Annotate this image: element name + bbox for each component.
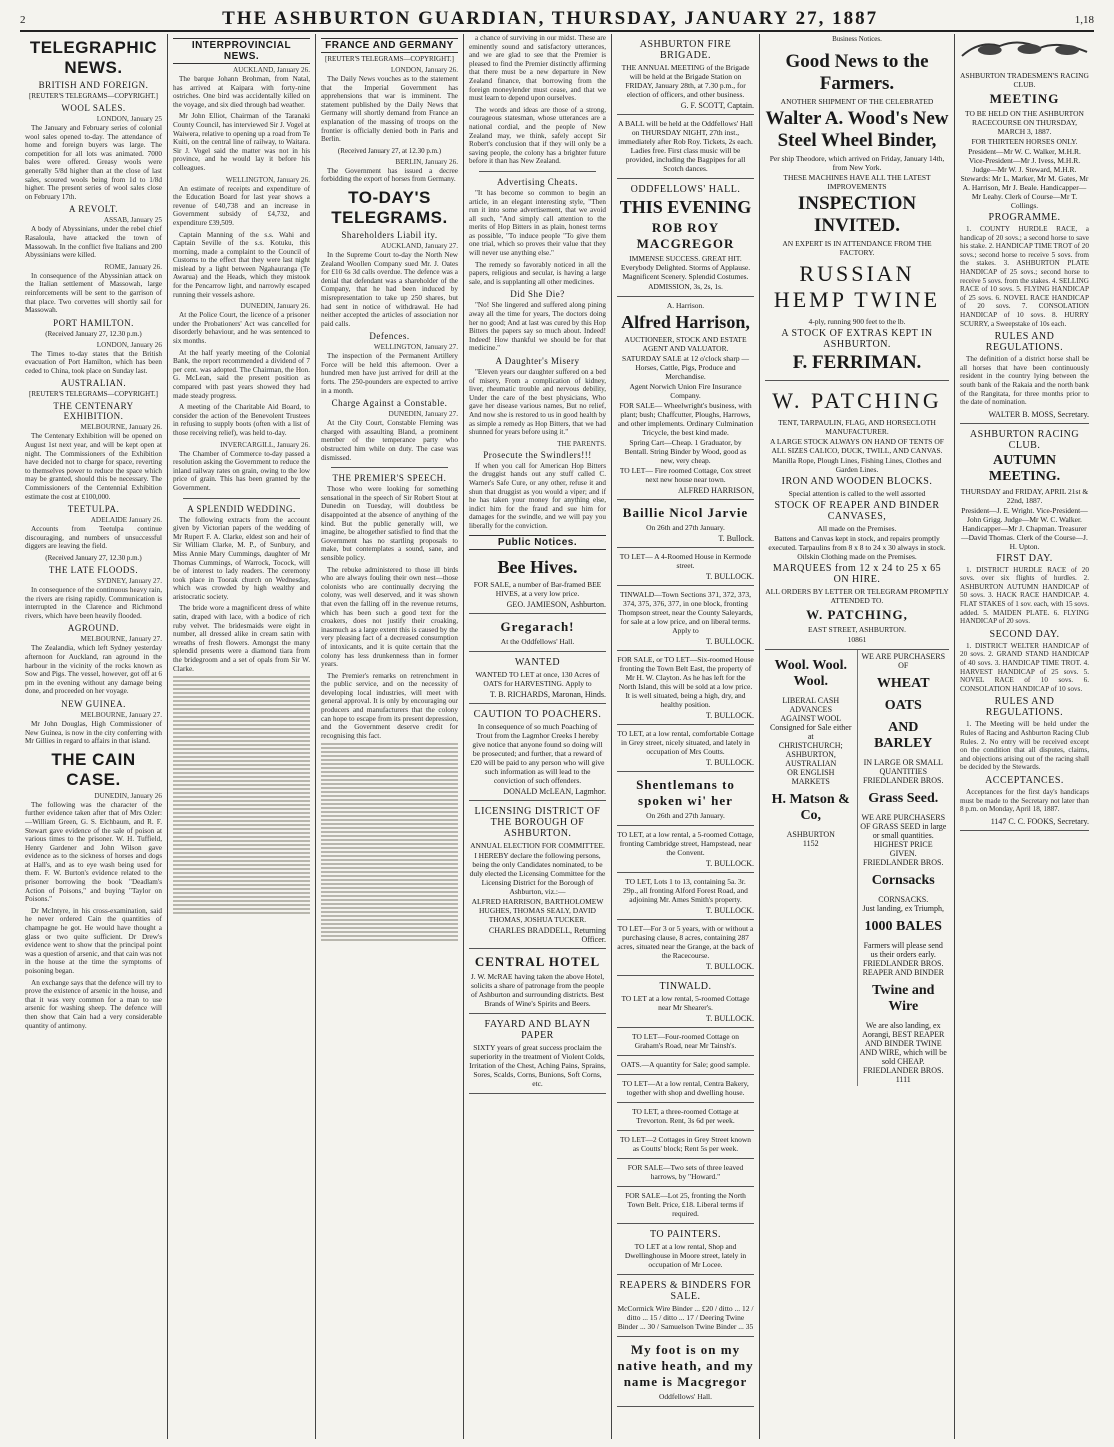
- ad-heading: WHEAT: [876, 676, 930, 691]
- dateline: WELLINGTON, January 26.: [225, 175, 310, 184]
- ad-text: TO BE HELD ON THE ASHBURTON RACECOURSE ON THURSDAY, MARCH 3, 1887.: [965, 109, 1084, 136]
- ad-heading: RULES AND REGULATIONS.: [985, 331, 1064, 354]
- article-heading: Advertising Cheats.: [497, 176, 578, 187]
- article-heading: THE CENTENARY EXHIBITION.: [53, 401, 134, 422]
- ad-heading: W. PATCHING: [772, 388, 942, 413]
- ad-heading: ASHBURTON RACING CLUB.: [969, 428, 1080, 451]
- ad-text: THESE MACHINES HAVE ALL THE LATEST IMPROVEMENTS: [783, 173, 931, 191]
- ad-text: J. W. McRAE having taken the above Hotel, solicits a share of patronage from the people of Ashburton and surrounding districts. Best Brands of Wine's Spirits and Beers.: [470, 971, 605, 1008]
- advertisement: [617, 1187, 754, 1224]
- ad-signature: FRIEDLANDER BROS.: [863, 776, 944, 785]
- ad-text: We are also landing, ex Aorangi, BEST REAPER AND BINDER TWINE AND WIRE, which will be sold CHEAP.: [859, 1021, 947, 1066]
- ad-text: ANOTHER SHIPMENT OF THE CELEBRATED: [780, 97, 934, 106]
- dateline: ROME, January 26.: [104, 262, 162, 271]
- section-heading: TELEGRAPHIC NEWS.: [29, 38, 158, 77]
- ad-text: AN EXPERT IS IN ATTENDANCE FROM THE FACTORY.: [782, 239, 932, 257]
- article-text: "Eleven years our daughter suffered on a bed of misery, From a complication of kidney, liver, rheumatic trouble and nervous debility, Under the care of the best physicians, Who gave her disease various names, But no relief, And now she is restored to us in good health by as simple a remedy as Hop Bitters, that we had shunned for years before using it.": [469, 368, 606, 437]
- ad-text: OATS.—A quantity for Sale; good sample.: [621, 1060, 750, 1069]
- divider: [331, 467, 448, 468]
- ad-number: 1152: [802, 839, 819, 848]
- wool-ad: [765, 650, 858, 1086]
- ad-heading: ODDFELLOWS' HALL.: [630, 184, 741, 195]
- article-text: The rebuke administered to those ill birds who are always fouling their own nest—those colonists who are continually decrying the colony, was well deserved, and it was shown that even the falling off in the revenue returns, which has been such a good text for the croakers, does not justify their croaking, inasmuch as a large extent this is caused by the very pleasing fact of a decreased consumption of intoxicants, and it is quite certain that the colony has less drunkenness than in former years.: [321, 565, 458, 669]
- ad-text: IN LARGE OR SMALL QUANTITIES: [863, 758, 943, 776]
- ad-heading: STOCK OF REAPER AND BINDER CANVASES,: [774, 500, 940, 522]
- section-heading: Public Notices.: [469, 535, 606, 550]
- ad-text: AGAINST WOOL: [780, 714, 842, 723]
- ad-text: TO LET at a low rental, 5-roomed Cottage near Mr Shearer's.: [621, 994, 750, 1012]
- masthead: [20, 4, 1094, 32]
- ad-heading: ASHBURTON TRADESMEN'S RACING CLUB.: [960, 71, 1089, 89]
- column-5: [612, 34, 760, 1439]
- article-text: At the City Court, Constable Fleming was charged with assaulting Bland, a prominent member of the temperance party who obstructed him while on duty. The case was dismissed.: [321, 419, 458, 462]
- ad-text: Acceptances for the first day's handicaps must be made to the Secretary not later than 8 p.m. on Monday, April 18, 1887.: [960, 787, 1089, 814]
- dateline: DUNEDIN, January 26: [94, 791, 162, 800]
- ad-text: FOR SALE, a number of Bar-framed BEE HIVES, at a very low price.: [473, 579, 602, 598]
- dateline: ASSAB, January 25: [103, 216, 162, 225]
- ad-subheading: ANNUAL ELECTION FOR COMMITTEE.: [470, 840, 605, 850]
- advertisement: [617, 179, 754, 297]
- ad-text: Farmers will please send us their orders early.: [863, 941, 943, 959]
- article-text: The Premier's remarks on retrenchment in the public service, and on the necessity of developing local industries, will meet with general approval. It is only by encouraging our producers and manufacturers that the colony can hope to escape from its present depression, and the Government deserve credit for recognising this fact.: [321, 671, 458, 740]
- article-text: Captain Manning of the s.s. Wahi and Captain Seville of the s.s. Kotuku, this morning, made a complaint to the Council of Customs to the effect that they were last night mislead by a light between Ngahauranga (Te Awarua) and the Heads, which they mistook for the Pencarrow light, and narrowly escaped running their vessels ashore.: [173, 230, 310, 299]
- dateline: MELBOURNE, January 27.: [80, 710, 162, 719]
- masthead-title: THE ASHBURTON GUARDIAN, THURSDAY, JANUARY 27, 1887: [222, 8, 879, 29]
- ad-text: 1. The Meeting will be held under the Rules of Racing and Ashburton Racing Club Rules. 2. No entry will be received except on the condition that all disputes, claims, and objections arising out of the racing shall be decided by the Stewards.: [960, 720, 1089, 772]
- ad-text: I HEREBY declare the following persons, being the only Candidates nominated, to be duly elected the Licensing Committee for the Licensing District for the Borough of Ashburton, viz.:—: [469, 850, 606, 896]
- ad-text: President—Mr W. C. Walker, M.H.R. Vice-President—Mr J. Ivess, M.H.R. Judge—Mr W. J. Steward, M.H.R. Stewards: Mr L. Marker, Mr M. Gates, Mr A. Harrison, Mr J. Beale. Handicapper—Mr Leahy. Clerk of Course—Mr T. Collings.: [960, 147, 1089, 210]
- ad-heading: Bee Hives.: [497, 556, 578, 577]
- ad-text: TO LET— Fire roomed Cottage, Cox street next new house near town.: [619, 466, 752, 484]
- grain-ad: [858, 650, 950, 1086]
- ad-text: TO LET, at a low rental, a 5-roomed Cottage, fronting Cambridge street, Hampstead, near the Convent.: [617, 830, 754, 857]
- ad-text: President—J. E. Wright. Vice-President—John Grigg. Judge—Mr W. C. Walker. Handicapper—Mr J. Chapman. Treasurer—David Thomas. Clerk of the Course—J. H. Upton.: [961, 505, 1088, 551]
- article-heading: Defences.: [369, 331, 410, 342]
- ad-heading: Twine and Wire: [872, 983, 935, 1014]
- advertisement: [617, 115, 754, 179]
- advertisement: [617, 1103, 754, 1131]
- article-text: The following extracts from the account given by Victorian papers of the wedding of Mr Rupert F. A. Clarke, eldest son and heir of Sir William Clarke, M. P., of Sunbury, and Miss Annie Mary Cummings, daughter of Mr Thomas Cummings, of Warrock, Tocock, will be of interest to lady readers. The ceremony took place in Toorak church on Wednesday, which was crowded by high wealthy and aristocratic society.: [173, 515, 310, 601]
- ad-text: Per ship Theodore, which arrived on Friday, January 14th, from New York.: [769, 154, 945, 172]
- ad-heading: AUTUMN MEETING.: [988, 452, 1061, 484]
- ad-text: ASHBURTON: [786, 830, 835, 839]
- article-text: In the Supreme Court to-day the North New Zealand Woollen Company sued Mr. J. Oates for £10 6s 3d calls overdue. The defence was a denial that defendant was a shareholder of the Company, that he had been induced by misrepresentation to take up 250 shares, but had sent in notice of withdrawal. He had neither accepted the articles of association nor paid calls.: [321, 250, 458, 328]
- article-text: "It has become so common to begin an article, in an elegant interesting style, "Then run it into some advertisement, that we avoid all such, "And simply call attention to the merits of Hop Bitters in as plain, honest terms as possible, "To induce people "To give them one trial, which so proves their value that they will never use anything else.": [469, 188, 606, 258]
- advertisement: [617, 1159, 754, 1187]
- ad-text: All made on the Premises.: [817, 524, 897, 533]
- advertisement: [617, 500, 754, 548]
- received-note: (Received January 27, 12.30 p.m.): [45, 329, 142, 338]
- column-6: [760, 34, 955, 1439]
- ad-text: ASHBURTON,: [785, 750, 836, 759]
- ad-heading: MARQUEES from 12 x 24 to 25 x 65 ON HIRE.: [772, 563, 942, 585]
- advertisement: [617, 586, 754, 651]
- article-text: At the Police Court, the licence of a prisoner under the Probationers' Act was cancelled for disorderly behaviour, and he was sentenced to six months.: [173, 311, 310, 346]
- illegible-text-lines: [321, 743, 458, 941]
- dateline: DUNEDIN, January 26.: [240, 302, 310, 311]
- ad-heading: ROB ROY MACGREGOR: [636, 220, 735, 251]
- article-text: Those who were looking for something sensational in the speech of Sir Robert Stout at Dunedin on Tuesday, will doubtless be disappointed at the absence of anything of the kind. But the public generally will, we imagine, be altogether satisfied to find that the Government has no startling proposals to make, but contemplates a sound, sane, and sensible policy.: [321, 485, 458, 562]
- article-text: An exchange says that the defence will try to prove the existence of arsenic in the house, and that it was very common for a man to use arsenic for washing sheep. The defence will then show that Cain had a very considerable quantity of antimony.: [25, 978, 162, 1030]
- ad-heading: RULES AND REGULATIONS.: [985, 696, 1064, 719]
- advertisement: [765, 46, 949, 381]
- article-heading: A Daughter's Misery: [495, 356, 580, 366]
- dateline: LONDON, January 26: [96, 340, 162, 349]
- ad-text: Manilla Rope, Plough Lines, Fishing Lines, Clothes and Garden Lines.: [772, 456, 942, 474]
- advertisement: [617, 548, 754, 586]
- column-7: [955, 34, 1094, 1439]
- ad-text: WE ARE PURCHASERS OF: [861, 652, 946, 670]
- source-note: [REUTER'S TELEGRAMS—COPYRIGHT.]: [325, 55, 454, 63]
- ad-text: 1. DISTRICT WELTER HANDICAP of 20 sovs. 2. GRAND STAND HANDICAP of 40 sovs. 3. HANDICAP TIME TROT. 4. HARVEST HANDICAP of 25 sovs. 5. NOVEL RACE of 10 sovs. 6. CONSOLATION HANDICAP of 10 sovs.: [960, 641, 1089, 693]
- article-heading: PORT HAMILTON.: [53, 317, 134, 328]
- ad-heading: SECOND DAY.: [989, 628, 1060, 640]
- ad-heading: FIRST DAY.: [996, 552, 1053, 564]
- article-text: The words and ideas are those of a strong, courageous statesman, whose utterances are a national cordial, and the people of New Zealand may, we think, safely accept Sir Robert's conclusion that if they will only be a saving people, the colony has a brighter future before it than has New Zealand.: [469, 105, 606, 166]
- advertisement: [469, 801, 606, 949]
- article-heading: A SPLENDID WEDDING.: [187, 503, 296, 514]
- advertisement: [617, 826, 754, 873]
- ad-heading: W. PATCHING,: [806, 607, 908, 622]
- signature: THE PARENTS.: [557, 439, 606, 448]
- dateline: INVERCARGILL, January 26.: [220, 440, 310, 449]
- page-number-right: 1,18: [1074, 14, 1094, 26]
- ad-text: FOR SALE—Lot 25, fronting the North Town Belt. Price, £18. Liberal terms if required.: [625, 1191, 746, 1218]
- ad-text: TENT, TARPAULIN, FLAG, AND HORSECLOTH MANUFACTURER.: [778, 418, 936, 436]
- ad-signature: DONALD McLEAN, Lagmhor.: [503, 786, 606, 796]
- advertisement: [960, 67, 1089, 424]
- ad-text: EAST STREET, ASHBURTON.: [808, 625, 906, 634]
- advertisement: [617, 297, 754, 500]
- ad-text: CORNSACKS.: [878, 895, 929, 904]
- article-text: Dr McIntyre, in his cross-examination, said he never ordered Cain the quantities of champagne he got. He would have thought a glass or two quite sufficient. Dr Drew's evidence went to show that the principal point was a question of arsenic, and that cain was not in the house at the time the symptoms of poisoning began.: [25, 906, 162, 975]
- ad-signature: GEO. JAMIESON, Ashburton.: [506, 599, 606, 609]
- ad-text: FOR SALE— Wheelwright's business, with plant; bush; Chaffcutter, Ploughs, Harrows, and other implements. Ordinary Culmination Tricycle, the best kind made.: [617, 401, 754, 437]
- ad-signature: FRIEDLANDER BROS.: [863, 959, 944, 968]
- ad-text: FOR SALE, or TO LET—Six-roomed House fronting the Town Belt East, the property of Mr H. W. Clayton. As he has left for the North Island, this will be sold at a low price. It is well situated, being a high, dry, and healthy position.: [617, 655, 754, 709]
- ad-heading: Gregarach!: [500, 618, 575, 634]
- ad-text: A. Harrison.: [666, 301, 705, 310]
- advertisement: [617, 1075, 754, 1103]
- article-text: In consequence of the continuous heavy rain, the rivers are rising rapidly. Communication is interrupted in the Clarence and Richmond rivers, which have been heavily flooded.: [25, 586, 162, 620]
- ad-heading: CENTRAL HOTEL: [474, 953, 601, 969]
- ad-heading: PROGRAMME.: [988, 212, 1061, 223]
- ad-text: TO LET—Four-roomed Cottage on Graham's Road, near Mr Tainsh's.: [632, 1032, 739, 1050]
- ad-heading: TO PAINTERS.: [649, 1229, 721, 1240]
- dateline: BERLIN, January 26.: [395, 157, 458, 166]
- ad-heading: FAYARD AND BLAYN PAPER: [484, 1018, 591, 1041]
- article-text: Accounts from Teetulpa continue discouraging, and numbers of unsuccessful diggers are leaving the field.: [25, 525, 162, 551]
- section-heading: THE CAIN CASE.: [51, 749, 136, 789]
- subheading: BRITISH AND FOREIGN.: [38, 80, 149, 90]
- article-heading: WOOL SALES.: [61, 103, 126, 113]
- divider: [479, 171, 596, 172]
- divider: [183, 498, 300, 499]
- advertisement: [617, 1224, 754, 1275]
- article-text: Mr John Douglas, High Commissioner of New Guinea, is now in the city conferring with Mr Gillies in regard to affairs in that island.: [25, 719, 162, 746]
- ad-heading: ACCEPTANCES.: [985, 774, 1064, 786]
- ad-signature: T. B. RICHARDS, Maronan, Hinds.: [489, 689, 606, 699]
- advertisement: [469, 704, 606, 801]
- illegible-text-lines: [173, 676, 310, 914]
- section-heading: Business Notices.: [832, 35, 882, 43]
- ad-heading: Wool. Wool. Wool.: [774, 658, 847, 689]
- received-note: (Received January 27, at 12.30 p.m.): [337, 146, 442, 155]
- ad-signature: CHARLES BRADDELL, Returning Officer.: [488, 925, 606, 944]
- ad-heading: 1000 BALES: [864, 919, 942, 934]
- ad-text: Agent Norwich Union Fire Insurance Company.: [629, 382, 742, 400]
- article-heading: Did She Die?: [510, 289, 565, 300]
- advertisement: [617, 1028, 754, 1056]
- dateline: SYDNEY, January 27.: [97, 577, 162, 585]
- ad-text: At the Oddfellows' Hall.: [500, 636, 575, 646]
- ad-heading: INSPECTION INVITED.: [797, 193, 917, 236]
- ad-text: WANTED TO LET at once, 130 Acres of OATS for HARVESTING. Apply to: [475, 669, 600, 688]
- article-text: A body of Abyssinians, under the rebel chief Rasaloula, have attacked the town of Massowah. In the conflict five Italians and 200 Abyssinians were killed.: [25, 225, 162, 260]
- ad-text: On 26th and 27th January.: [646, 811, 725, 820]
- ad-text: AUSTRALIAN: [785, 759, 837, 768]
- article-text: The Chamber of Commerce to-day passed a resolution asking the Government to reduce the inland railway rates on grain, owing to the low price of grain. This has been granted by the Government.: [173, 449, 310, 492]
- article-text: "No! She lingered and suffered along pining away all the time for years, The doctors doing her no good; And at last was cured by this Hop Bitters the papers say so much about. Indeed! Indeed! How thankful we should be for that medicine.": [469, 301, 606, 353]
- article-heading: Shareholders Liabil ity.: [341, 229, 438, 240]
- ad-signature: T. Bullock.: [718, 534, 754, 543]
- ad-heading: Walter A. Wood's New Steel Wheel Binder,: [765, 108, 949, 151]
- ad-text: FOR THIRTEEN HORSES ONLY.: [971, 137, 1078, 146]
- ad-text: On 26th and 27th January.: [646, 523, 725, 532]
- article-text: The remedy so favorably noticed in all the papers, religious and secular, is having a large sale, and is supplanting all other medicines.: [469, 260, 606, 286]
- ad-signature: FRIEDLANDER BROS.: [863, 1066, 944, 1075]
- dateline: MELBOURNE, January 27.: [80, 635, 162, 644]
- advertisement: [469, 652, 606, 704]
- article-text: At the half yearly meeting of the Colonial Bank, the report recommended a dividend of 7 per cent. was adopted. The Chairman, the Hon. G. McLean, said the present position as compared with past years showed they had made steady progress.: [173, 348, 310, 400]
- racehorse-engraving: [960, 36, 1089, 60]
- ad-text: Special attention is called to the well assorted: [788, 489, 926, 498]
- ad-heading: RUSSIAN HEMP TWINE: [773, 261, 941, 312]
- advertisement: [960, 424, 1089, 831]
- advertisement: [617, 873, 754, 920]
- dateline: AUCKLAND, January 27.: [380, 241, 458, 250]
- article-heading: Charge Against a Constable.: [331, 398, 448, 409]
- column-4: [464, 34, 612, 1439]
- ad-text: The definition of a district horse shall be all horses that have been continuously resident in the country lying between the south bank of the Rakaia and the north bank of the Rangitata, for three months prior to the date of nomination.: [960, 355, 1089, 407]
- ad-heading: Shentlemans to spoken wi' her: [636, 777, 735, 808]
- ad-heading: THIS EVENING: [619, 197, 752, 217]
- received-note: (Received January 27, 12.30 p.m.): [45, 554, 142, 562]
- ad-signature: T. BULLOCK.: [705, 859, 754, 868]
- article-heading: A REVOLT.: [68, 204, 118, 215]
- ad-signature: T. BULLOCK.: [705, 711, 754, 720]
- article-text: An estimate of receipts and expenditure of the Education Board for last year shows a revenue of £40,738 and an increase in Government subsidy of £4,732, and expenditure £39,509.: [173, 184, 310, 227]
- ad-subheading: AUCTIONEER, STOCK AND ESTATE AGENT AND VALUATOR.: [624, 335, 747, 353]
- ad-text: TO LET, a three-roomed Cottage at Trevorton. Rent, 3s 6d per week.: [632, 1107, 739, 1125]
- article-text: The January and February series of colonial wool sales opened to-day. The attendance of home and foreign buyers was large. The competition for all lots was animated. 7000 bales were offered. Greasy wools were generally 5/8d higher than at the close of last sales, scoured wools being from 1d to 1/8d higher. The present series of wool sales close on February 17th.: [25, 124, 162, 201]
- advertisement: [617, 725, 754, 772]
- ad-signature: T. BULLOCK.: [705, 906, 754, 915]
- advertisement: [617, 34, 754, 115]
- ad-text: THURSDAY and FRIDAY, APRIL 21st & 22nd, 1887.: [960, 486, 1089, 505]
- ad-number: 1111: [895, 1075, 911, 1084]
- dateline: ADELAIDE January 26.: [90, 516, 162, 525]
- ad-text: CHRISTCHURCH;: [778, 741, 843, 750]
- ad-text: TO LET—At a low rental, Centra Bakery, together with shop and dwelling house.: [622, 1079, 749, 1097]
- article-text: A meeting of the Charitable Aid Board, to consider the action of the Benevolent Trustees in refusing to supply boots (often with a list of those receiving relief), was held to-day.: [173, 403, 310, 437]
- section-heading: TO-DAY'S TELEGRAMS.: [331, 187, 448, 227]
- ad-heading: CAUTION TO POACHERS.: [473, 708, 602, 720]
- ad-text: ALFRED HARRISON, BARTHOLOMEW HUGHES, THOMAS SEALY, DAVID THOMAS, JOSHUA TUCKER.: [471, 896, 604, 924]
- ad-text: REAPER AND BINDER: [862, 968, 944, 977]
- advertisement: [617, 920, 754, 976]
- ad-signature: 1147 C. C. FOOKS, Secretary.: [990, 816, 1089, 826]
- article-heading: THE PREMIER'S SPEECH.: [332, 473, 447, 484]
- article-text: The Zealandia, which left Sydney yesterday afternoon for Auckland, ran aground in the harbour in the vicinity of the rocks known as Sow and Pigs. The vessel, however, got off at 6 pm in the evening without any damage being done, and proceeded on her voyage.: [25, 644, 162, 696]
- ad-text: Oddfellows' Hall.: [658, 1392, 712, 1401]
- ad-text: TO LET at a low rental, Shop and Dwellinghouse in Moore street, lately in occupation of Mr Locee.: [624, 1242, 747, 1269]
- ad-heading: REAPERS & BINDERS FOR SALE.: [619, 1280, 752, 1302]
- article-heading: Prosecute the Swindlers!!!: [483, 449, 592, 460]
- advertisement: [617, 1337, 754, 1407]
- advertisement: [617, 976, 754, 1028]
- ad-text: LIBERAL CASH ADVANCES: [782, 696, 840, 714]
- ad-text: ADMISSION, 3s, 2s, 1s.: [648, 282, 723, 291]
- dateline: LONDON, January 26.: [390, 66, 458, 74]
- ad-signature: WALTER B. MOSS, Secretary.: [988, 409, 1089, 419]
- article-text: The bride wore a magnificent dress of white satin, draped with lace, with a bodice of rich ruby velvet. The bridesmaids were eight in number, all dressed alike in cream satin with wreaths of fresh flowers. Amongst the many splendid presents were a diamond tiara from the bridegroom and a set of opals from Sir W. Clarke.: [173, 604, 310, 673]
- article-text: The Government has issued a decree forbidding the export of horses from Germany.: [321, 166, 458, 184]
- article-text: The following was the character of the further evidence taken after that of Mrs Ozler:—William Green, G. S. Eichbaum, and R. F. Stewart gave evidence of the sale of poison at various times to the prisoner. W. H. Tuffield, Henry Gardener and John Wilson gave evidence as to the sickness of horses and dogs at Hall's, and as to eye wash being used for them. F. W. Burton's evidence related to the prisoner borrowing the book "Deadlam's Action of Poisons," and buying "Taylor on Poisons.": [25, 800, 162, 904]
- ad-heading: LICENSING DISTRICT OF THE BOROUGH OF ASHBURTON.: [474, 805, 601, 839]
- ad-text: THE ANNUAL MEETING of the Brigade will be held at the Brigade Station on FRIDAY, January 28th, at 7.30 p.m., for election of officers, and other business.: [621, 63, 750, 99]
- ad-text: WE ARE PURCHASERS OF GRASS SEED in large or small quantities. HIGHEST PRICE GIVEN.: [860, 813, 947, 858]
- ad-heading: Cornsacks: [871, 873, 935, 888]
- ad-heading: ASHBURTON FIRE BRIGADE.: [639, 39, 732, 61]
- ad-text: TO LET— A 4-Roomed House in Kermode street.: [619, 552, 752, 570]
- ad-heading: Good News to the Farmers.: [785, 51, 929, 94]
- ad-heading: WANTED: [514, 656, 561, 668]
- column-3: [316, 34, 464, 1439]
- ad-signature: FRIEDLANDER BROS.: [863, 858, 944, 867]
- advertisement: [617, 772, 754, 826]
- article-text: The Centenary Exhibition will be opened on August 1st next year, and will be kept open at night. The Commissioners of the Exhibition have decided not to charge for space, reverting to themselves power to reduce the space which may be granted, should this be necessary. The Commissioners of the Centennial Exhibition estimate the cost at £100,000.: [25, 432, 162, 501]
- ad-text: Spring Cart—Cheap. 1 Graduator, by Bentall. String Binder by Wood, good as new, very cheap.: [624, 438, 747, 465]
- section-subheading: AUSTRALIAN.: [60, 378, 127, 389]
- advertisement: [617, 1275, 754, 1337]
- ad-text: TO LET, Lots 1 to 13, containing 5a. 3r. 29p., all fronting Alford Forest Road, and adjoining Mr. Ames Smith's property.: [623, 877, 748, 904]
- ad-number: 10861: [847, 635, 867, 644]
- ad-text: 4-ply, running 900 feet to the lb.: [808, 317, 906, 326]
- ad-text: 1. DISTRICT HURDLE RACE of 20 sovs. over six flights of hurdles. 2. ASHBURTON AUTUMN HANDICAP of 50 sovs. 3. HACK RACE HANDICAP. 4. FLAT STAKES of 1 sov. each, with 15 sovs. added. 5. MAIDEN PLATE. 6. FLYING HANDICAP of 20 sovs.: [960, 565, 1089, 626]
- ad-heading: My foot is on my native heath, and my name is Macgregor: [617, 1342, 754, 1389]
- article-heading: NEW GUINEA.: [61, 698, 126, 709]
- source-note: [REUTER'S TELEGRAMS—COPYRIGHT.]: [29, 92, 158, 100]
- advertisement: [617, 651, 754, 725]
- ad-heading: AND BARLEY: [874, 720, 933, 751]
- ad-heading: A STOCK OF EXTRAS KEPT IN ASHBURTON.: [781, 328, 933, 350]
- ad-text: SIXTY years of great success proclaim the superiority in the treatment of Violent Colds, Irritation of the Chest, Aching Pains, Sprains, Sores, Scalds, Corns, Bunions, Soft Corns, etc.: [469, 1042, 606, 1088]
- article-text: a chance of surviving in our midst. These are eminently sound and satisfactory utterances, and we are glad to see that the Premier is pleased to find the Premier distinctly affirming that there must be a new departure in New Zealand finance, that borrowing from the foreign moneylender must cease, and that we must learn to depend upon ourselves.: [469, 34, 606, 103]
- ad-heading: MEETING: [989, 91, 1060, 106]
- ad-signature: ALFRED HARRISON,: [677, 486, 754, 495]
- article-text: In consequence of the Abyssinian attack on the Italian settlement of Massowah, large reinforcements will be sent to the garrison of that place. Two corvettes will shortly sail for Massowah.: [25, 271, 162, 315]
- column-1: [20, 34, 168, 1439]
- ad-text: Consigned for Sale either at: [769, 723, 852, 741]
- advertisement: [617, 1131, 754, 1159]
- advertisement: [617, 1056, 754, 1075]
- advertisement: [469, 552, 606, 614]
- ad-signature: T. BULLOCK.: [705, 572, 754, 581]
- ad-text: FOR SALE—Two sets of three leaved harrows, by "Howard.": [627, 1163, 744, 1181]
- dateline: AUCKLAND, January 26.: [232, 66, 310, 74]
- ad-text: 1. COUNTY HURDLE RACE, a handicap of 20 sovs.; a second horse to save his stake. 2. HANDICAP TIME TROT of 20 sovs.; second horse to receive 5 sovs. from the stakes. 3. ASHBURTON PLATE HANDICAP of 25 sovs.; second horse to receive 5 sovs. from the stakes. 4. SELLING RACE of 10 sovs. 5. FLYING HANDICAP of 25 sovs. 6. NOVEL RACE HANDICAP of 20 sovs. 7. CONSOLATION HANDICAP of 10 sovs. 8. HURRY SCURRY, a Sweepstake of 10s each.: [960, 225, 1089, 328]
- article-heading: AGROUND.: [67, 623, 120, 634]
- ad-text: ALL ORDERS BY LETTER OR TELEGRAM PROMPTLY ATTENDED TO.: [765, 587, 949, 605]
- dateline: MELBOURNE, January 26.: [80, 423, 162, 432]
- advertisement: [469, 614, 606, 652]
- ad-text: A LARGE STOCK ALWAYS ON HAND OF TENTS OF ALL SIZES CALICO, DUCK, TWILL, AND CANVAS.: [770, 437, 944, 455]
- article-text: Mr John Elliot, Chairman of the Taranaki County Council, has interviewed Sir J. Vogel at Waiwera, relative to opening up a road from Te Kuiti, on the central line of railway, to Waitara. Sir J. Vogel said the matter was not in his province, and he would lay it before his colleagues.: [173, 112, 310, 172]
- ad-text: OR ENGLISH MARKETS: [787, 768, 835, 786]
- article-text: The barque Johann Brohman, from Natal, has arrived at Kaipara with forty-nine ostriches. One bird was accidentally killed on the voyage, and six died through bad weather.: [173, 75, 310, 109]
- article-text: The inspection of the Permanent Artillery Force will be held this afternoon. Over a hundred men have just arrived for drill at the forts. The 250-pounders are expected to arrive in a month.: [321, 352, 458, 395]
- ad-text: Battens and Canvas kept in stock, and repairs promptly executed. Tarpaulins from 8 x 8 to 24 x 30 always in stock. Oilskin Clothing made on the Premises.: [768, 534, 946, 561]
- ad-heading: Grass Seed.: [868, 791, 939, 806]
- section-heading: INTERPROVINCIAL NEWS.: [173, 38, 310, 64]
- advertisement: [765, 381, 949, 650]
- ad-text: IMMENSE SUCCESS. GREAT HIT. Everybody Delighted. Storms of Applause. Magnificent Scenery. Splendid Costumes.: [620, 254, 751, 281]
- article-text: The Times to-day states that the British evacuation of Port Hamilton, which has been ceded to China, took place on Sunday last.: [25, 349, 162, 375]
- ad-text: TO LET—For 3 or 5 years, with or without a purchasing clause, 8 acres, containing 287 acres, situated near the Grange, at the back of the Racecourse.: [617, 924, 754, 960]
- ad-signature: T. BULLOCK.: [705, 758, 754, 767]
- article-text: The Daily News vouches as to the statement that the Imperial Government has apprehensions that war is imminent. The statement published by the Daily News that Germany will shortly demand from France an explanation of the massing of troops on the frontier is officially denied both in Paris and Berlin.: [321, 75, 458, 144]
- article-heading: TEETULPA.: [67, 504, 120, 515]
- ad-text: In consequence of so much Poaching of Trout from the Lagmhor Creeks I hereby give notice that anyone found so doing will be prosecuted; and further, that a reward of £20 will be paid to any person who will give such information as will lead to the conviction of such offenders.: [470, 721, 605, 785]
- ad-signature: T. BULLOCK.: [705, 637, 754, 646]
- advertisement: [469, 1014, 606, 1094]
- dateline: DUNEDIN, January 27.: [388, 410, 458, 419]
- ad-heading: IRON AND WOODEN BLOCKS.: [781, 476, 933, 487]
- ad-heading: Baillie Nicol Jarvie: [622, 505, 749, 520]
- ad-text: TO LET—2 Cottages in Grey Street known as Coutts' block; Rent 5s per week.: [619, 1135, 752, 1153]
- column-2: [168, 34, 316, 1439]
- ad-signature: T. BULLOCK.: [705, 1014, 754, 1023]
- three-column-ads: [765, 650, 949, 1086]
- dateline: WELLINGTON, January 27.: [373, 343, 458, 352]
- ad-heading: OATS: [884, 698, 922, 713]
- article-heading: THE LATE FLOODS.: [48, 565, 139, 575]
- ad-heading: TINWALD.: [659, 981, 712, 992]
- article-text: If when you call for American Hop Bitters the druggist hands out any stuff called C. Warner's Safe Cure, or any other, refuse it and shun that druggist as you would a viper; and if he has taken your money for anything else, indict him for the fraud and sue him for damages for the swindle, and we will pay you liberally for the conviction.: [469, 461, 606, 530]
- source-note: [REUTER'S TELEGRAMS—COPYRIGHT.]: [29, 390, 158, 399]
- section-heading: FRANCE AND GERMANY: [321, 38, 458, 53]
- ad-heading: Alfred Harrison,: [621, 312, 750, 332]
- page-number-left: 2: [20, 14, 26, 26]
- ad-text: SATURDAY SALE at 12 o'clock sharp — Horses, Cattle, Pigs, Produce and Merchandise.: [621, 354, 750, 381]
- ad-text: McCormick Wire Binder ... £20 / ditto ... 12 / ditto ... 15 / ditto ... 17 / Deering Twine Binder ... 30 / Samuelson Twine Binder ... 35: [617, 1304, 754, 1331]
- ad-text: TINWALD—Town Sections 371, 372, 373, 374, 375, 376, 377, in one block, fronting Thompson street, near the County Saleyards, for sale at a low price, and on liberal terms. Apply to: [618, 590, 753, 635]
- advertisement: [469, 949, 606, 1014]
- ad-heading: H. Matson & Co,: [771, 792, 850, 823]
- ad-text: Just landing, ex Triumph,: [862, 904, 945, 913]
- dateline: LONDON, January 25: [96, 115, 162, 123]
- ad-signature: G. F. SCOTT, Captain.: [680, 101, 754, 110]
- ad-signature: T. BULLOCK.: [705, 962, 754, 971]
- ad-text: A BALL will be held at the Oddfellows' Hall on THURSDAY NIGHT, 27th inst., immediately after Rob Roy. Tickets, 2s each. Ladies free. First class music will be provided, including the Bagpipes for all Scotch dances.: [618, 119, 753, 173]
- ad-heading: F. FERRIMAN.: [792, 352, 922, 373]
- ad-text: TO LET, at a low rental, comfortable Cottage in Grey street, nicely situated, and lately in occupation of Mrs Coutts.: [617, 729, 754, 756]
